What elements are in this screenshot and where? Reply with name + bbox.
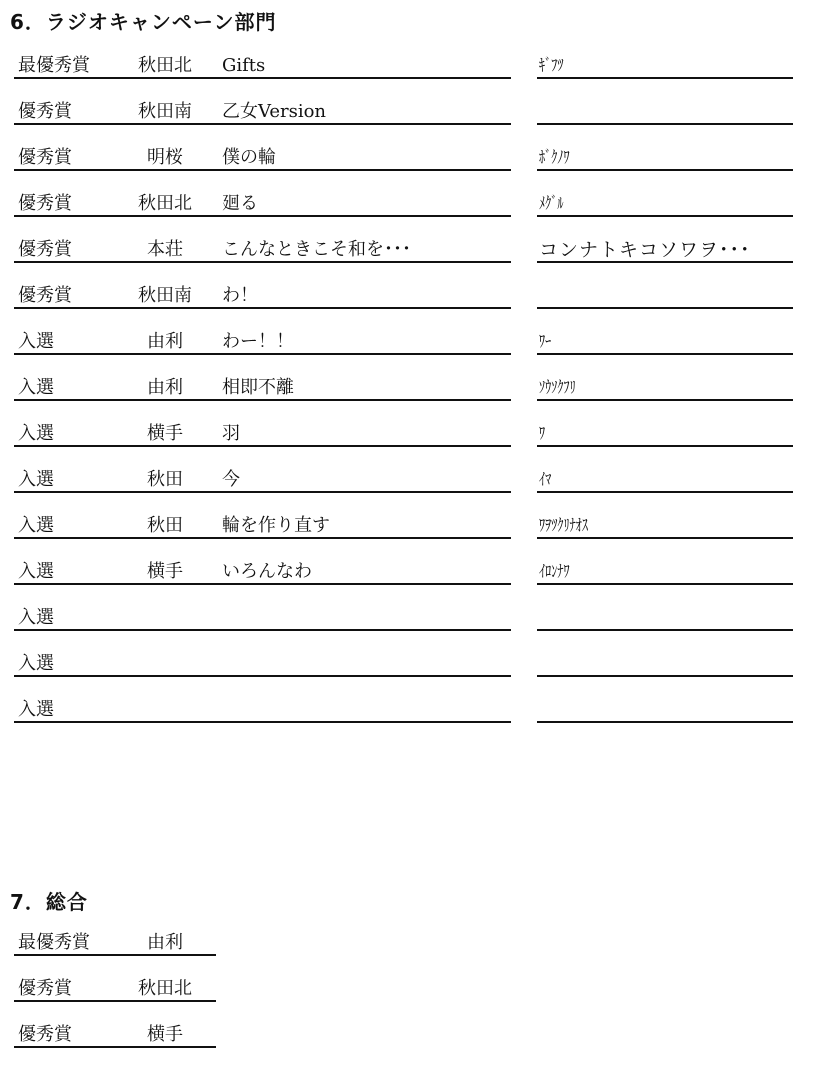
radio-section-heading: 6．ラジオキャンペーン部門 [10, 10, 277, 34]
underline [14, 77, 511, 79]
reading-underline [537, 123, 793, 125]
title-cell: いろんなわ [222, 561, 312, 582]
reading-cell: ｲﾛﾝﾅﾜ [539, 562, 570, 582]
reading-underline [537, 583, 793, 585]
reading-underline [537, 261, 793, 263]
radio-row [0, 193, 819, 217]
school-cell: 横手 [147, 423, 183, 444]
school-cell: 由利 [147, 932, 183, 953]
school-cell: 秋田北 [138, 55, 192, 76]
underline [14, 954, 216, 956]
school-cell: 明桜 [147, 147, 183, 168]
reading-cell: コンナトキコソワヲ･･･ [539, 239, 751, 261]
award-cell: 優秀賞 [18, 193, 72, 214]
underline [14, 583, 511, 585]
radio-row [0, 147, 819, 171]
title-cell: 相即不離 [222, 377, 294, 398]
reading-underline [537, 445, 793, 447]
radio-row [0, 607, 819, 631]
underline [14, 1046, 216, 1048]
reading-cell: ｷﾞﾌﾂ [539, 56, 564, 76]
reading-cell: ｲﾏ [539, 470, 552, 490]
underline [14, 537, 511, 539]
radio-row [0, 239, 819, 263]
award-cell: 最優秀賞 [18, 55, 90, 76]
award-cell: 入選 [18, 699, 54, 720]
radio-row [0, 653, 819, 677]
reading-underline [537, 169, 793, 171]
radio-row [0, 331, 819, 355]
reading-underline [537, 675, 793, 677]
reading-cell: ｿｳｿｸﾌﾘ [539, 378, 576, 398]
underline [14, 721, 511, 723]
reading-cell: ﾜｰ [539, 332, 552, 352]
overall-row [0, 1024, 230, 1048]
underline [14, 169, 511, 171]
reading-cell: ﾜｦﾂｸﾘﾅｵｽ [539, 516, 588, 536]
radio-row [0, 285, 819, 309]
underline [14, 675, 511, 677]
underline [14, 215, 511, 217]
school-cell: 秋田南 [138, 285, 192, 306]
underline [14, 123, 511, 125]
underline [14, 353, 511, 355]
school-cell: 由利 [147, 331, 183, 352]
radio-row [0, 101, 819, 125]
school-cell: 横手 [147, 1024, 183, 1045]
award-cell: 入選 [18, 331, 54, 352]
underline [14, 445, 511, 447]
reading-underline [537, 629, 793, 631]
school-cell: 由利 [147, 377, 183, 398]
reading-underline [537, 307, 793, 309]
reading-underline [537, 491, 793, 493]
radio-row [0, 515, 819, 539]
school-cell: 秋田 [147, 469, 183, 490]
reading-cell: ﾎﾞｸﾉﾜ [539, 148, 570, 168]
school-cell: 秋田北 [138, 978, 192, 999]
school-cell: 秋田北 [138, 193, 192, 214]
overall-row [0, 932, 230, 956]
award-cell: 入選 [18, 653, 54, 674]
award-cell: 入選 [18, 469, 54, 490]
title-cell: わー！！ [222, 331, 294, 352]
school-cell: 秋田 [147, 515, 183, 536]
award-cell: 入選 [18, 515, 54, 536]
radio-row [0, 55, 819, 79]
underline [14, 307, 511, 309]
underline [14, 491, 511, 493]
award-cell: 優秀賞 [18, 285, 72, 306]
radio-row [0, 469, 819, 493]
award-cell: 優秀賞 [18, 1024, 72, 1045]
title-cell: 羽 [222, 423, 240, 444]
school-cell: 横手 [147, 561, 183, 582]
underline [14, 1000, 216, 1002]
radio-row [0, 561, 819, 585]
radio-row [0, 699, 819, 723]
reading-underline [537, 537, 793, 539]
title-cell: 僕の輪 [222, 147, 276, 168]
radio-row [0, 423, 819, 447]
award-cell: 優秀賞 [18, 978, 72, 999]
overall-section-heading: 7．総合 [10, 890, 88, 914]
overall-row [0, 978, 230, 1002]
title-cell: 今 [222, 469, 240, 490]
radio-row [0, 377, 819, 401]
title-cell: 輪を作り直す [222, 515, 330, 536]
reading-underline [537, 721, 793, 723]
title-cell: Gifts [222, 55, 266, 76]
award-cell: 入選 [18, 423, 54, 444]
underline [14, 261, 511, 263]
award-cell: 最優秀賞 [18, 932, 90, 953]
reading-underline [537, 215, 793, 217]
title-cell: 廻る [222, 193, 258, 214]
reading-underline [537, 77, 793, 79]
award-cell: 入選 [18, 607, 54, 628]
reading-cell: ﾜ [539, 424, 546, 444]
reading-underline [537, 399, 793, 401]
award-cell: 優秀賞 [18, 239, 72, 260]
title-cell: 乙女Version [222, 101, 327, 122]
underline [14, 629, 511, 631]
title-cell: こんなときこそ和を･･･ [222, 239, 411, 260]
award-cell: 入選 [18, 377, 54, 398]
reading-cell: ﾒｸﾞﾙ [539, 194, 564, 214]
award-cell: 優秀賞 [18, 101, 72, 122]
underline [14, 399, 511, 401]
title-cell: わ！ [222, 285, 258, 306]
award-cell: 優秀賞 [18, 147, 72, 168]
award-cell: 入選 [18, 561, 54, 582]
school-cell: 本荘 [147, 239, 183, 260]
school-cell: 秋田南 [138, 101, 192, 122]
reading-underline [537, 353, 793, 355]
